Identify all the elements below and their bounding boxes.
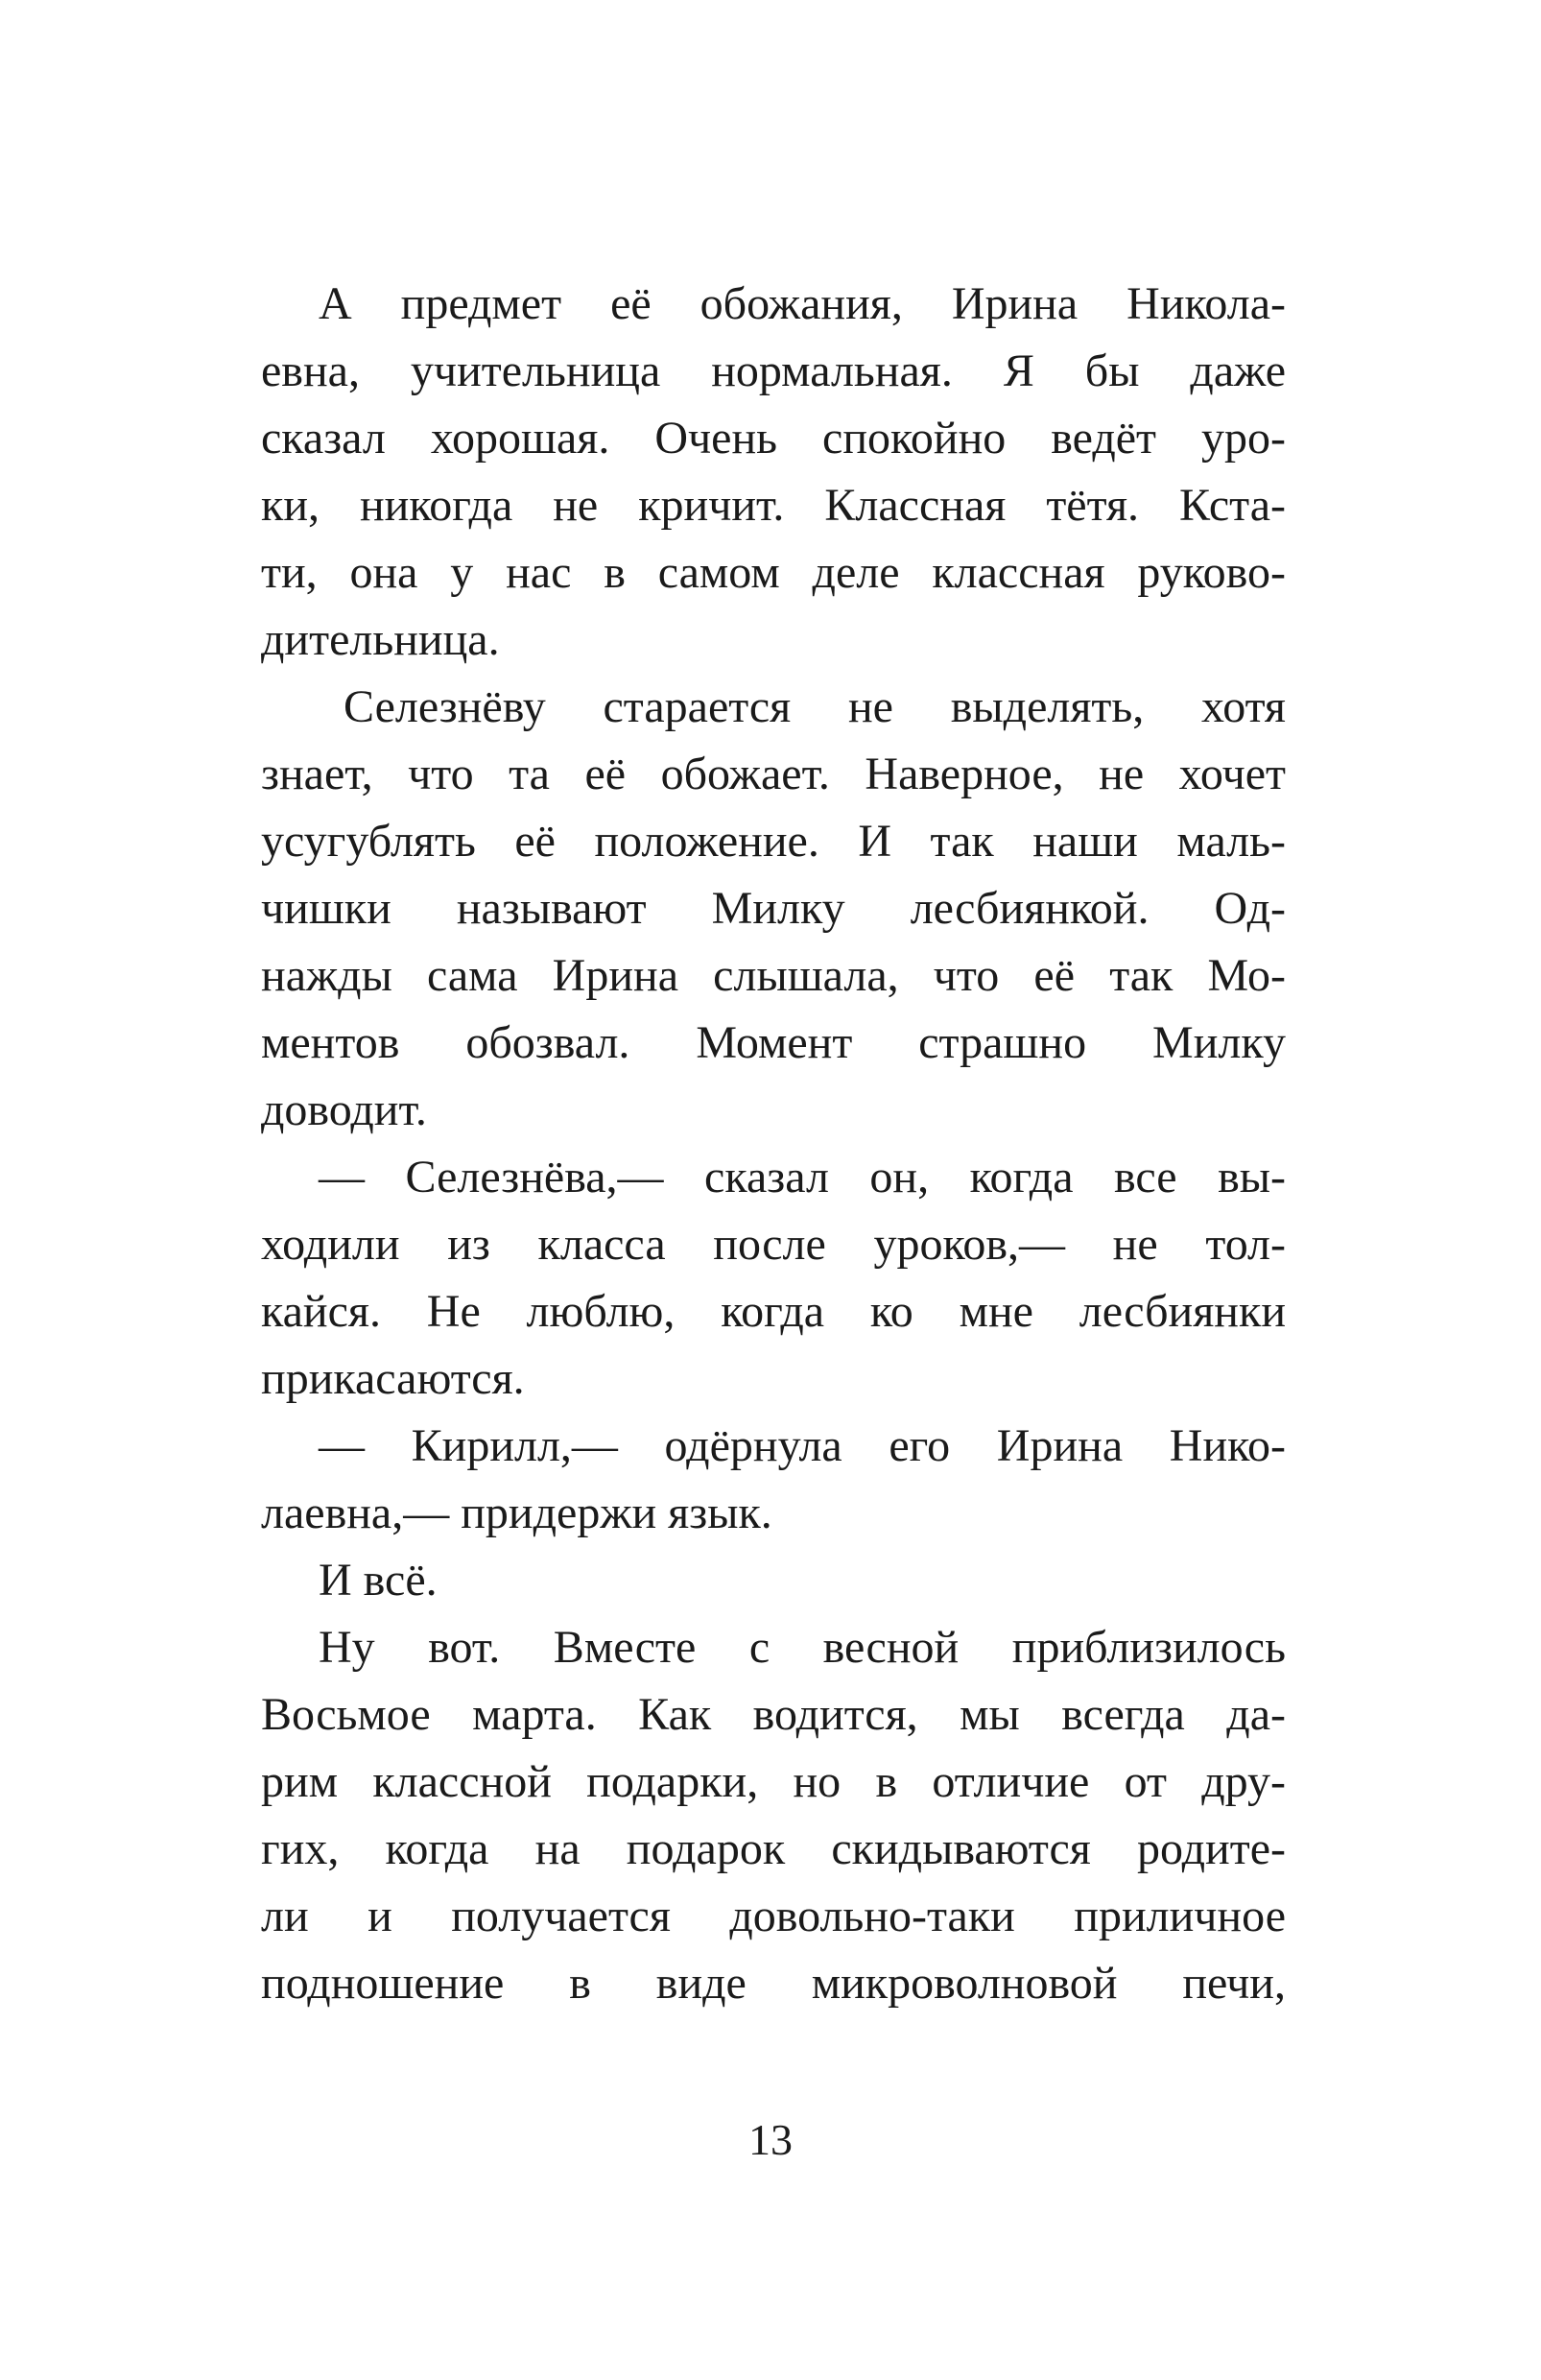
text-line: А предмет её обожания, Ирина Никола-: [319, 278, 1286, 329]
body-text: [261, 271, 1286, 2017]
text-line: нажды сама Ирина слышала, что её так Мо-: [261, 950, 1286, 1001]
text-line: ли и получается довольно-таки приличное: [261, 1891, 1286, 1941]
text-line: рим классной подарки, но в отличие от дру-: [261, 1756, 1286, 1807]
text-line: сказал хорошая. Очень спокойно ведёт уро-: [261, 413, 1286, 464]
text-line: гих, когда на подарок скидываются родите-: [261, 1823, 1286, 1874]
text-line: — Кирилл,— одёрнула его Ирина Нико-: [319, 1420, 1286, 1471]
text-line: подношение в виде микроволновой печи,: [261, 1958, 1286, 2009]
text-line: доводит.: [261, 1084, 427, 1135]
text-line: лаевна,— придержи язык.: [261, 1488, 772, 1538]
text-line: ки, никогда не кричит. Классная тётя. Кста-: [261, 480, 1286, 531]
text-line: ти, она у нас в самом деле классная руково-: [261, 547, 1286, 598]
text-line: евна, учительница нормальная. Я бы даже: [261, 345, 1286, 396]
page-number: 13: [748, 2115, 793, 2164]
text-line: Ну вот. Вместе с весной приблизилось: [319, 1622, 1286, 1673]
text-line: знает, что та её обожает. Наверное, не хочет: [261, 749, 1286, 799]
text-line: — Селезнёва,— сказал он, когда все вы-: [319, 1152, 1286, 1202]
text-line: чишки называют Милку лесбиянкой. Од-: [261, 883, 1286, 934]
text-line: усугублять её положение. И так наши маль-: [261, 816, 1286, 867]
text-line: дительница.: [261, 614, 500, 665]
text-line: ходили из класса после уроков,— не тол-: [261, 1219, 1286, 1270]
text-line: кайся. Не люблю, когда ко мне лесбиянки: [261, 1286, 1286, 1337]
text-line: И всё.: [319, 1555, 438, 1606]
text-line: Восьмое марта. Как водится, мы всегда да-: [261, 1689, 1286, 1740]
text-line: ментов обозвал. Момент страшно Милку: [261, 1017, 1286, 1068]
text-line: прикасаются.: [261, 1353, 525, 1404]
text-line: Селезнёву старается не выделять, хотя: [344, 681, 1286, 732]
